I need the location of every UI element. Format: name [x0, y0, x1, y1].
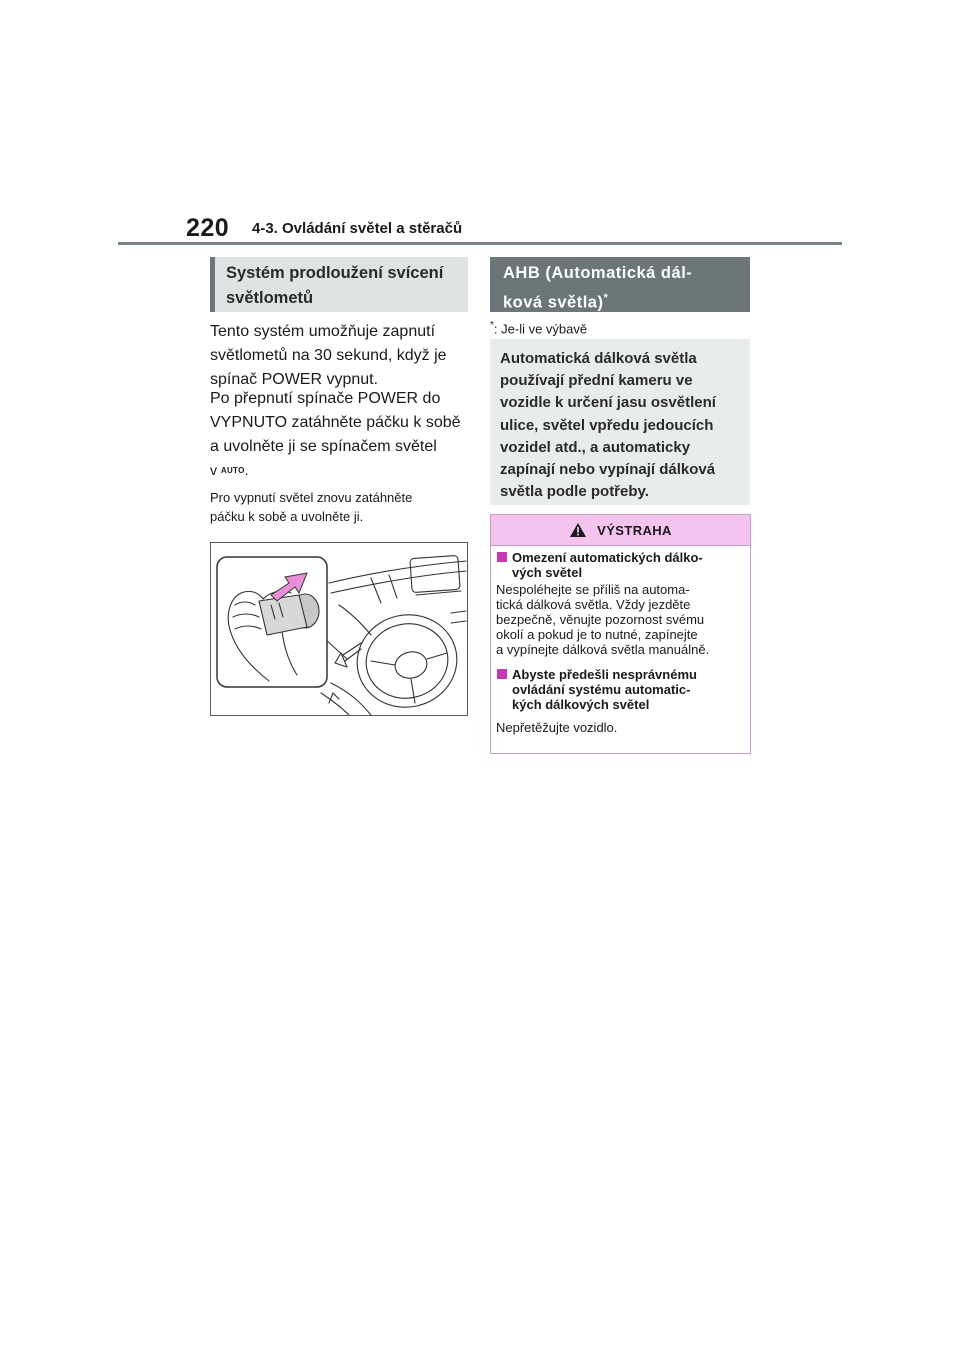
warning-item-heading — [496, 550, 745, 580]
chapter-title: 4-3. Ovládání světel a stěračů — [252, 220, 463, 237]
heading-line: vých světel — [512, 565, 583, 580]
paragraph-auto-position — [210, 458, 468, 483]
summary-line: světla podle potřeby. — [500, 483, 649, 501]
text-line: a uvolněte ji se spínačem světel — [210, 438, 437, 455]
summary-line: Automatická dálková světla — [500, 350, 697, 367]
section-title-line: Systém prodloužení svícení — [226, 264, 444, 282]
summary-line: používají přední kameru ve — [500, 372, 693, 390]
text-line: Po přepnutí spínače POWER do — [210, 390, 441, 407]
text-line: Tento systém umožňuje zapnutí — [210, 323, 436, 340]
paragraph-intro — [210, 320, 468, 392]
section-title-line: AHB (Automatická dál- — [503, 264, 693, 282]
section-header-ahb — [490, 257, 750, 312]
text-line: páčku k sobě a uvolněte ji. — [210, 509, 364, 524]
text-line: spínač POWER vypnut. — [210, 371, 379, 388]
heading-line: kých dálkových světel — [512, 697, 650, 712]
section-header-headlight-extension — [210, 257, 468, 312]
asterisk-mark: * — [603, 292, 609, 304]
page-number: 220 — [186, 214, 230, 242]
summary-line: zapínají nebo vypínají dálková — [500, 461, 716, 479]
auto-switch-icon: AUTO — [220, 466, 245, 475]
footnote-text: : Je-li ve výbavě — [493, 321, 588, 337]
note-turn-off — [210, 488, 468, 526]
ahb-summary-box — [490, 339, 750, 505]
footnote-equipment — [490, 320, 587, 336]
header-rule — [118, 242, 842, 245]
heading-line: Abyste předešli nesprávnému — [512, 667, 697, 682]
warning-item-text — [496, 582, 745, 657]
text-prefix: v — [210, 462, 217, 478]
summary-line: ulice, světel vpředu jedoucích — [500, 416, 714, 434]
text-line: VYPNUTO zatáhněte páčku k sobě — [210, 414, 461, 431]
dashboard-lever-drawing — [211, 543, 467, 715]
warning-item-text: Nepřetěžujte vozidlo. — [496, 720, 618, 735]
text-line: a vypínejte dálková světla manuálně. — [496, 642, 710, 657]
text-line: tická dálková světla. Vždy jezděte — [496, 597, 691, 612]
heading-line: Omezení automatických dálko- — [512, 550, 703, 565]
warning-box — [490, 514, 751, 754]
square-bullet-icon — [497, 552, 507, 562]
warning-item-heading — [496, 667, 745, 712]
footnote-mark: * — [490, 320, 494, 331]
text-line: Nespoléhejte se příliš na automa- — [496, 582, 690, 597]
warning-header — [491, 515, 750, 546]
warning-title: VÝSTRAHA — [597, 522, 672, 538]
text-line: světlometů na 30 sekund, když je — [210, 347, 447, 364]
text-line: Pro vypnutí světel znovu zatáhněte — [210, 490, 413, 505]
summary-line: vozidle k určení jasu osvětlení — [500, 394, 716, 412]
summary-line: vozidel atd., a automaticky — [500, 438, 691, 456]
text-line: bezpečně, věnujte pozornost svému — [496, 612, 705, 627]
text-line: okolí a pokud je to nutné, zapínejte — [496, 627, 698, 642]
paragraph-instructions — [210, 387, 468, 459]
section-title-line — [503, 286, 738, 316]
lever-illustration — [210, 542, 468, 716]
square-bullet-icon — [497, 669, 507, 679]
text-suffix: . — [244, 462, 249, 478]
warning-triangle-icon — [569, 522, 587, 538]
warning-body — [491, 546, 750, 735]
section-title-line: světlometů — [226, 289, 314, 307]
section-title-text: ková světla) — [503, 293, 604, 312]
heading-line: ovládání systému automatic- — [512, 682, 691, 697]
